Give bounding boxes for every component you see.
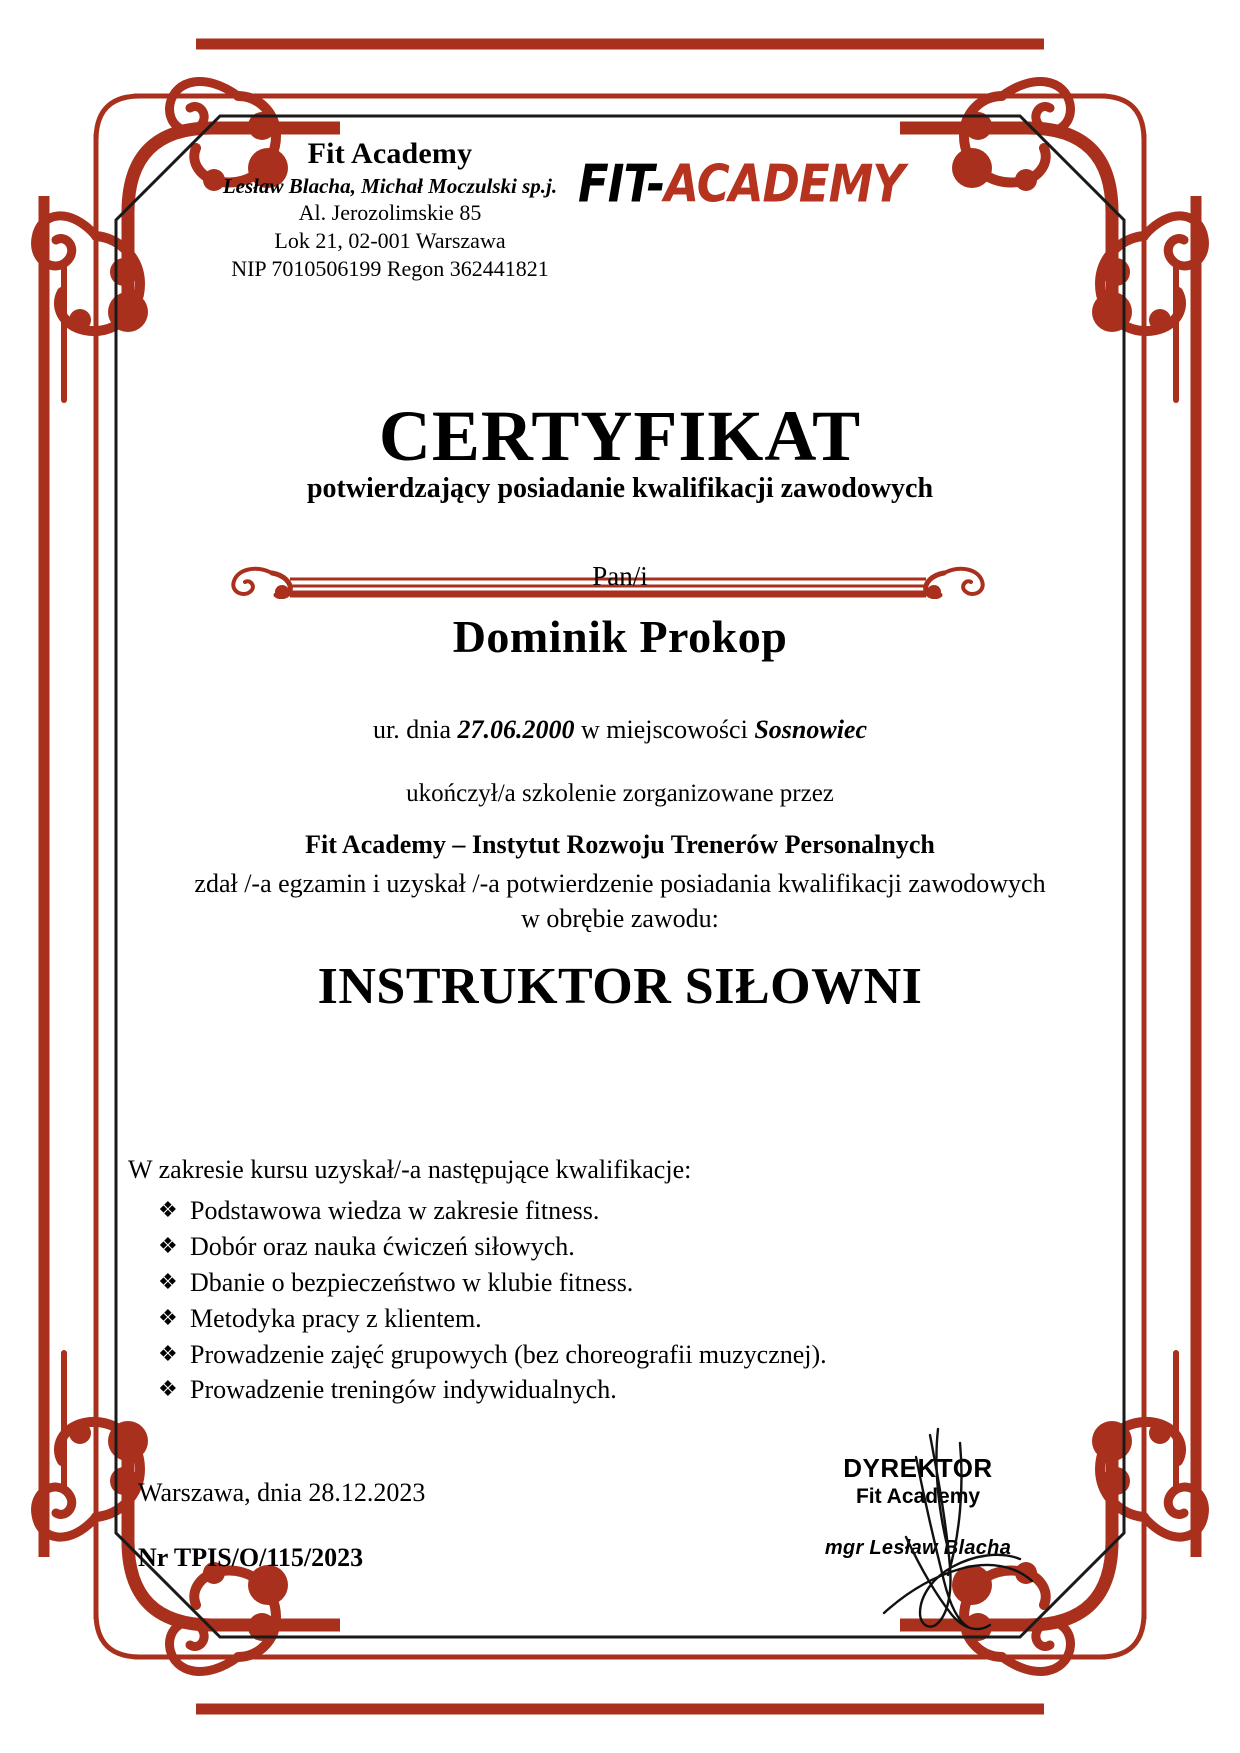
profession-title: INSTRUKTOR SIŁOWNI: [317, 958, 923, 1015]
birth-details-line: [110, 715, 1130, 745]
list-item: [128, 1337, 1068, 1373]
birth-date: 27.06.2000: [457, 715, 575, 744]
list-item: [128, 1265, 1068, 1301]
qualification-text: Dbanie o bezpieczeństwo w klubie fitness.: [190, 1267, 634, 1297]
issue-place-and-date: Warszawa, dnia 28.12.2023: [138, 1478, 426, 1507]
certificate-number: Nr TPIS/O/115/2023: [138, 1543, 364, 1572]
qualifications-list: [128, 1193, 1068, 1408]
fleuron-bullet-icon: ❖: [158, 1304, 178, 1330]
issuer-address-line1: Al. Jerozolimskie 85: [298, 200, 482, 226]
exam-statement-line1: zdał /-a egzamin i uzyskał /-a potwierdzenie posiadania kwalifikacji zawodowych: [194, 869, 1046, 898]
certificate-subtitle: potwierdzający posiadanie kwalifikacji zawodowych: [306, 473, 934, 504]
list-item: [128, 1193, 1068, 1229]
logo-text-accent: ACADEMY: [664, 153, 905, 214]
institute-name: Fit Academy – Instytut Rozwoju Trenerów Personalnych: [305, 830, 935, 859]
issuer-name: Fit Academy: [307, 137, 473, 170]
handwritten-signature-icon: [788, 1417, 1068, 1637]
issuer-partners: Lesław Blacha, Michał Moczulski sp.j.: [222, 173, 558, 198]
fleuron-bullet-icon: ❖: [158, 1268, 178, 1294]
signature-block: [758, 1453, 1078, 1633]
salutation: Pan/i: [592, 561, 648, 591]
birth-middle: w miejscowości: [574, 715, 755, 744]
qualifications-intro: W zakresie kursu uzyskał/-a następujące kwalifikacje:: [128, 1155, 692, 1184]
signatory-company: Fit Academy: [855, 1485, 981, 1508]
list-item: [128, 1372, 1068, 1408]
issuer-tax-identifiers: NIP 7010506199 Regon 362441821: [231, 255, 549, 281]
qualification-text: Metodyka pracy z klientem.: [190, 1303, 482, 1333]
list-item: [128, 1229, 1068, 1265]
fleuron-bullet-icon: ❖: [158, 1232, 178, 1258]
qualification-text: Prowadzenie zajęć grupowych (bez choreografii muzycznej).: [190, 1339, 827, 1369]
fleuron-bullet-icon: ❖: [158, 1340, 178, 1366]
qualification-text: Prowadzenie treningów indywidualnych.: [190, 1375, 617, 1405]
signatory-name: mgr Lesław Blacha: [824, 1537, 1012, 1559]
exam-statement: [110, 867, 1130, 936]
exam-statement-line2: w obrębie zawodu:: [521, 903, 719, 933]
fleuron-bullet-icon: ❖: [158, 1197, 178, 1222]
certificate-title: CERTYFIKAT: [378, 396, 862, 476]
issuer-address-line2: Lok 21, 02-001 Warszawa: [274, 227, 506, 253]
training-completed-line: ukończył/a szkolenie zorganizowane przez: [406, 780, 834, 807]
list-item: [128, 1301, 1068, 1337]
fit-academy-logo: [578, 153, 918, 214]
signatory-title: DYREKTOR: [843, 1453, 993, 1483]
logo-text-dark: FIT-: [578, 153, 665, 214]
fleuron-bullet-icon: ❖: [158, 1376, 178, 1402]
qualification-text: Podstawowa wiedza w zakresie fitness.: [190, 1196, 600, 1225]
qualification-text: Dobór oraz nauka ćwiczeń siłowych.: [190, 1231, 575, 1261]
recipient-name: Dominik Prokop: [452, 611, 788, 662]
birth-prefix: ur. dnia: [373, 715, 458, 744]
birth-place: Sosnowiec: [754, 715, 867, 744]
